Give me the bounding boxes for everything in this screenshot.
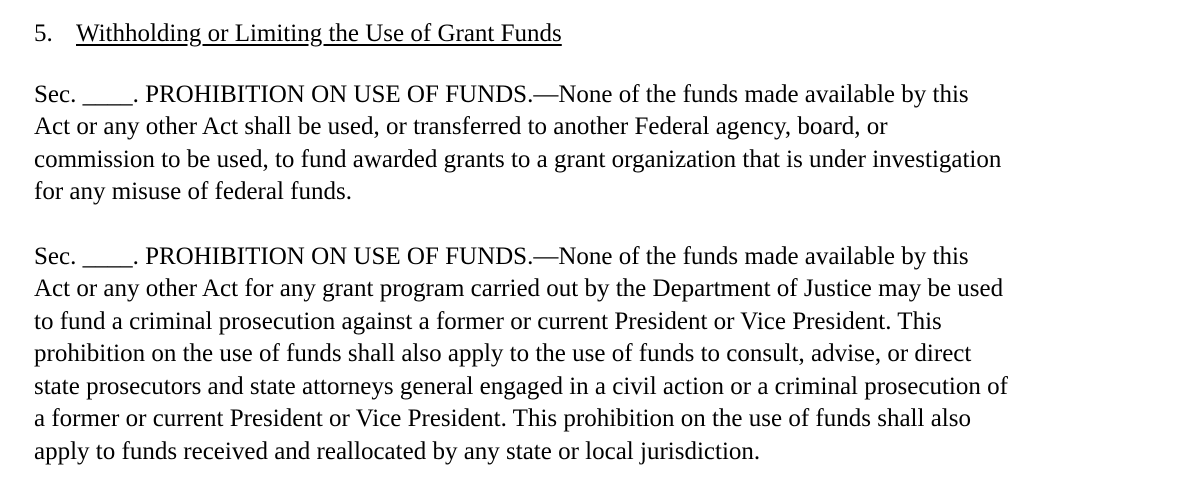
paragraph-line: for any misuse of federal funds. (34, 178, 352, 205)
paragraph-line: Act or any other Act for any grant program carried out by the Department of Justice may be used (34, 275, 1004, 302)
paragraph-line: to fund a criminal prosecution against a former or current President or Vice President. This (34, 307, 942, 335)
section-title: Withholding or Limiting the Use of Grant Funds (76, 20, 562, 47)
paragraph-line: commission to be used, to fund awarded grants to a grant organization that is under investigation (34, 145, 1002, 173)
paragraph-line: Sec. ____. PROHIBITION ON USE OF FUNDS.—None of the funds made available by this (34, 80, 969, 108)
paragraph-2 (34, 241, 1174, 469)
document-body (34, 18, 1174, 500)
section-number: 5. (34, 20, 53, 47)
paragraph-line: state prosecutors and state attorneys general engaged in a civil action or a criminal prosecution of (34, 372, 1008, 400)
paragraph-line: prohibition on the use of funds shall also apply to the use of funds to consult, advise, or direct (34, 340, 972, 367)
paragraph-line: apply to funds received and reallocated by any state or local jurisdiction. (34, 437, 761, 465)
section-heading (34, 18, 1174, 51)
paragraph-1 (34, 79, 1174, 209)
paragraph-line: Sec. ____. PROHIBITION ON USE OF FUNDS.—None of the funds made available by this (34, 242, 969, 270)
paragraph-line: a former or current President or Vice President. This prohibition on the use of funds shall also (34, 405, 971, 432)
paragraph-line: Act or any other Act shall be used, or transferred to another Federal agency, board, or (34, 113, 888, 140)
